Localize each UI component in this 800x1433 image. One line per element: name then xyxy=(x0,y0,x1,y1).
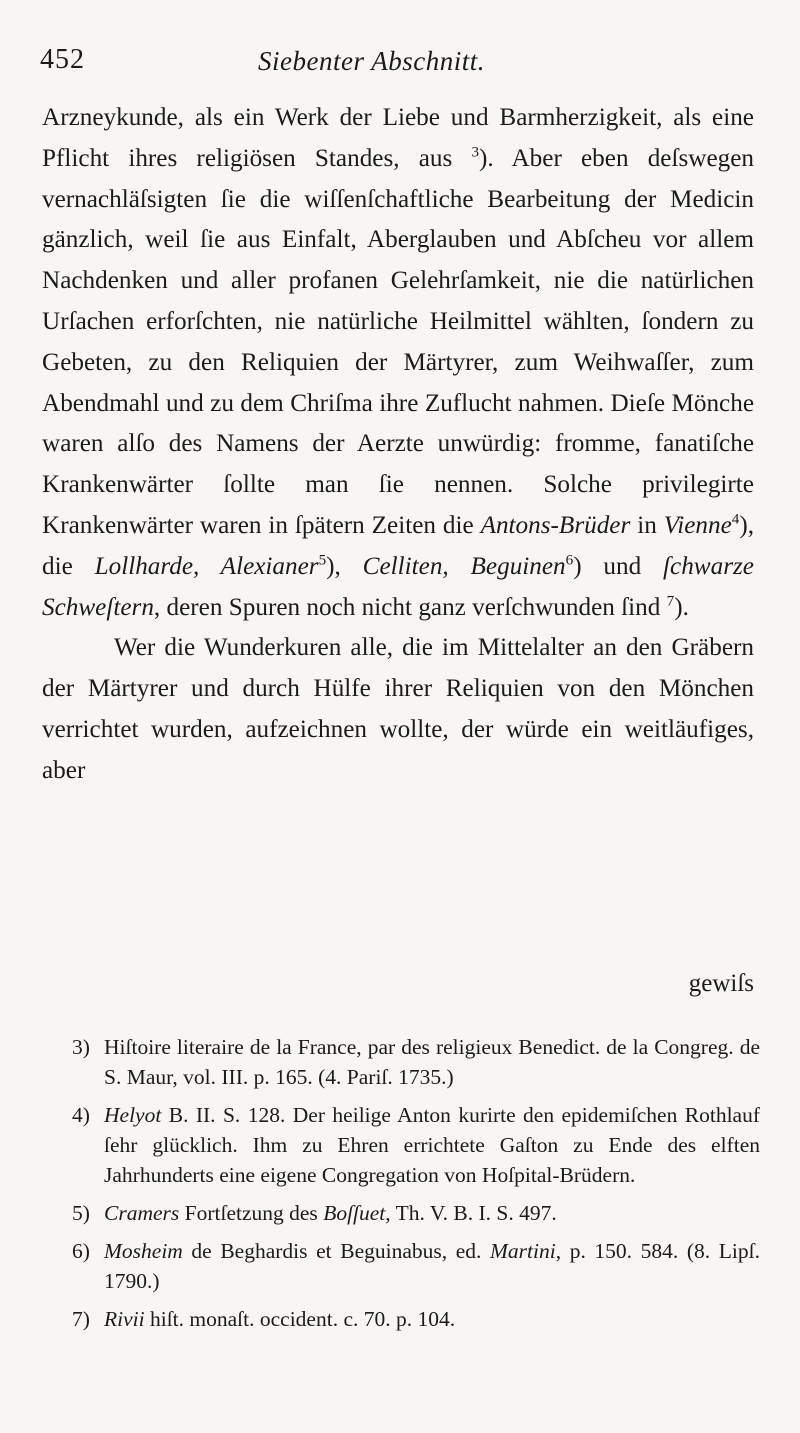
footnote xyxy=(72,1032,760,1092)
footnote-text: B. II. S. 128. Der heilige Anton kurirte den epidemiſchen Rothlauf ſehr glücklich. Ihm zu Ehren errichtete Gaſton zu Ende des elften Jahrhunderts eine eigene Congregation von Hoſpital-Brüdern. xyxy=(104,1103,760,1187)
footnote-ref: 3 xyxy=(471,144,480,161)
footnotes xyxy=(72,1032,760,1342)
footnote-ref: 4 xyxy=(731,511,740,528)
footnote-text: Fortſetzung des xyxy=(179,1201,324,1225)
text-run: ) und xyxy=(573,552,664,580)
footnote-author: Mosheim xyxy=(104,1239,183,1263)
running-head: Siebenter Abschnitt. xyxy=(258,46,485,76)
footnote-author: Cramers xyxy=(104,1201,180,1225)
footnote-number: 3) xyxy=(72,1035,90,1059)
footnote-text: , p. 150. 584. (8. Lipſ. 1790.) xyxy=(104,1239,760,1293)
footnote-ref: 7 xyxy=(666,593,675,610)
footnote-number: 7) xyxy=(72,1307,90,1331)
page-header xyxy=(40,44,740,78)
footnote-text: Hiſtoire literaire de la France, par des religieux Benedict. de la Congreg. de S. Maur, vol. III. p. 165. (4. Pariſ. 1735.) xyxy=(104,1035,760,1089)
text-run: ), xyxy=(326,552,363,580)
footnote xyxy=(72,1198,760,1228)
footnote-work: Boſſuet xyxy=(323,1201,386,1225)
footnote xyxy=(72,1100,760,1190)
italic-term: ſchwarze Schweſtern xyxy=(42,552,754,621)
footnote-number: 5) xyxy=(72,1201,90,1225)
footnote-ref: 6 xyxy=(565,552,574,569)
footnote-number: 4) xyxy=(72,1103,90,1127)
footnote-author: Rivii xyxy=(104,1307,145,1331)
paragraph: Wer die Wunderkuren alle, die im Mittelalter an den Gräbern der Märtyrer und durch Hülfe ihrer Reliquien von den Mönchen verrichtet wurden, aufzeichnen wollte, der würde ein weitläufiges, aber xyxy=(42,634,754,784)
text-run: in xyxy=(630,511,664,539)
italic-term: Antons-Brüder xyxy=(480,511,631,539)
page-number: 452 xyxy=(40,44,85,75)
text-run: Arzneykunde, als ein Werk der Liebe und Barmherzigkeit, als eine Pflicht ihres religiösen Standes, aus xyxy=(42,104,754,172)
paragraph xyxy=(42,98,754,628)
text-run: ). xyxy=(674,593,689,621)
text-run: , deren Spuren noch nicht ganz verſchwunden ſind xyxy=(153,593,667,621)
footnote-ref: 5 xyxy=(318,552,327,569)
catchword: gewiſs xyxy=(688,970,754,997)
italic-term: Celliten, Beguinen xyxy=(362,552,566,580)
italic-term: Lollharde, Alexianer xyxy=(94,552,319,580)
italic-term: Vienne xyxy=(663,511,732,539)
footnote xyxy=(72,1304,760,1334)
footnote-work: Martini xyxy=(490,1239,556,1263)
footnote-text: hiſt. monaſt. occident. c. 70. p. 104. xyxy=(144,1307,456,1331)
footnote-number: 6) xyxy=(72,1239,90,1263)
footnote-author: Helyot xyxy=(104,1103,162,1127)
text-run: ), die xyxy=(42,511,754,580)
footnote xyxy=(72,1236,760,1296)
main-text xyxy=(42,98,754,792)
footnote-text: de Beghardis et Beguinabus, ed. xyxy=(182,1239,491,1263)
text-run: ). Aber eben deſswegen vernachläſsigten ſie die wiſſenſchaftliche Bearbeitung der Medicin gänzlich, weil ſie aus Einfalt, Aberglauben und Abſcheu vor allem Nachdenken und aller profanen Gelehrſamkeit, nie die natürlichen Urſachen erforſchten, nie natürliche Heilmittel wählten, ſondern zu Gebeten, zu den Reliquien der Märtyrer, zum Weihwaſſer, zum Abendmahl und zu dem Chriſma ihre Zuflucht nahmen. Dieſe Mönche waren alſo des Namens der Aerzte unwürdig: fromme, fanatiſche Krankenwärter ſollte man ſie nennen. Solche privilegirte Krankenwärter waren in ſpätern Zeiten die xyxy=(42,144,754,539)
footnote-text: , Th. V. B. I. S. 497. xyxy=(385,1201,557,1225)
